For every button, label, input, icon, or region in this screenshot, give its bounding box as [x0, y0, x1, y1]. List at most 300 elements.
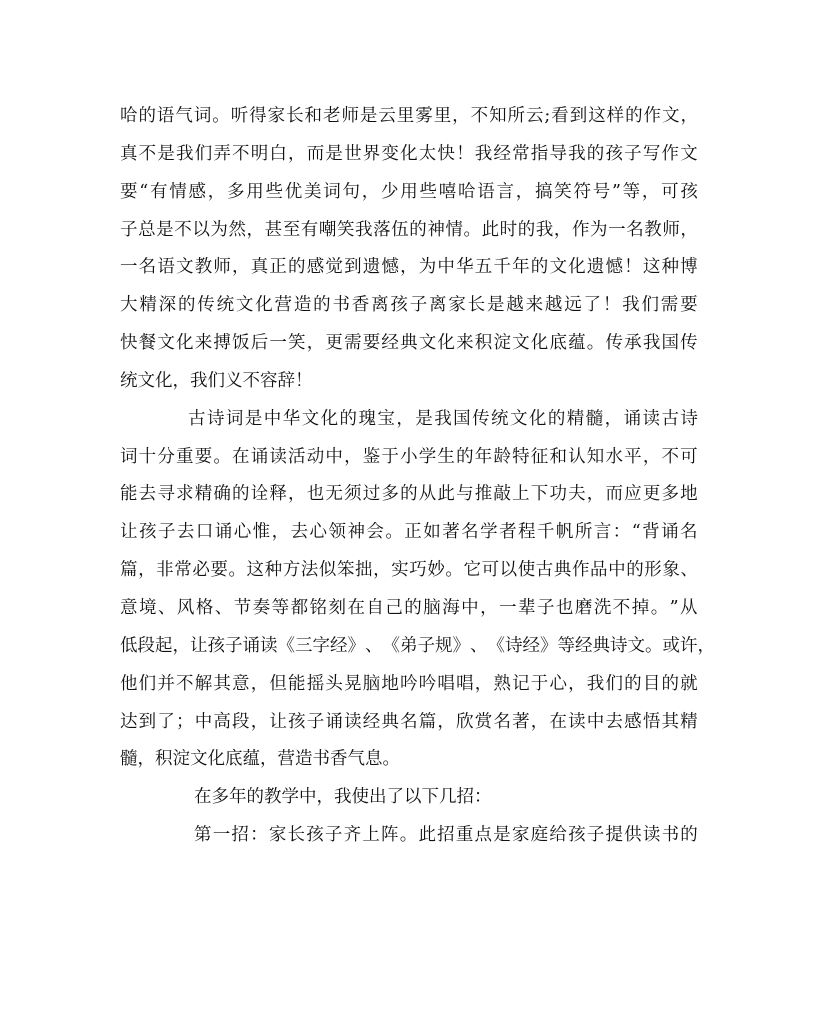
- text-char: 或: [662, 635, 680, 656]
- text-char: 要: [194, 446, 213, 467]
- text-char: 宝: [377, 408, 395, 429]
- text-char: 征: [530, 446, 549, 467]
- text-char: 哈: [120, 106, 138, 126]
- text-line: [120, 325, 698, 363]
- text-char: 孩: [605, 143, 623, 164]
- text-char: 所: [507, 106, 526, 126]
- text-char: 经: [493, 143, 511, 164]
- text-char: 读: [642, 825, 661, 846]
- text-char: 中: [263, 408, 282, 429]
- text-char: 传: [472, 408, 490, 429]
- text-char: 而: [605, 484, 623, 505]
- text-char: 这: [588, 106, 606, 126]
- text-char: 的: [456, 446, 474, 467]
- text-char: 感: [624, 711, 642, 732]
- text-char: 脑: [362, 673, 381, 694]
- text-char: ，: [396, 408, 414, 429]
- text-char: 。: [399, 825, 418, 846]
- text-char: 我: [355, 219, 373, 240]
- text-char: 师: [213, 257, 231, 278]
- text-char: 的: [177, 295, 196, 316]
- text-char: 有: [149, 181, 168, 202]
- text-char: 笑: [554, 181, 572, 202]
- text-char: 大: [120, 295, 138, 316]
- text-char: 赏: [474, 711, 493, 732]
- text-char: 不: [661, 446, 679, 467]
- text-char: 等: [557, 635, 575, 656]
- text-char: 以: [192, 219, 210, 240]
- text-char: 地: [381, 673, 399, 694]
- text-char: 神: [427, 219, 445, 240]
- text-char: 。: [382, 749, 400, 770]
- text-char: 教: [264, 787, 282, 808]
- text-char: 长: [286, 106, 304, 126]
- text-char: 意: [232, 673, 250, 694]
- text-char: 在: [549, 711, 567, 732]
- text-char: 刻: [328, 597, 346, 618]
- text-char: 目: [642, 673, 661, 694]
- text-char: 多: [226, 181, 245, 202]
- text-line: [120, 514, 698, 552]
- text-char: 地: [680, 484, 698, 505]
- text-char: 欣: [456, 711, 474, 732]
- text-char: 孩: [306, 825, 324, 846]
- text-char: 子: [324, 825, 343, 846]
- text-char: 而: [306, 143, 325, 164]
- text-char: 读: [642, 408, 660, 429]
- text-char: 我: [176, 143, 194, 164]
- text-char: 诗: [206, 408, 225, 429]
- text-char: 蕴: [568, 333, 586, 354]
- text-char: 些: [419, 181, 437, 202]
- text-char: 能: [288, 673, 306, 694]
- text-char: 家: [511, 825, 530, 846]
- text-char: 云: [525, 106, 544, 126]
- text-char: 笑: [288, 333, 306, 354]
- text-char: 遗: [362, 257, 381, 278]
- text-char: 方: [282, 560, 301, 581]
- text-char: 文: [549, 257, 567, 278]
- text-char: ，: [250, 711, 269, 732]
- text-char: 段: [232, 711, 250, 732]
- text-char: 高: [213, 711, 231, 732]
- text-char: 师: [662, 219, 680, 240]
- text-line-paragraph-start: [120, 779, 698, 817]
- text-char: 子: [586, 825, 605, 846]
- text-char: 从: [680, 597, 698, 618]
- text-char: 自: [366, 597, 384, 618]
- text-char: 磨: [574, 597, 593, 618]
- text-char: 嘻: [438, 181, 457, 202]
- text-char: 更: [642, 484, 661, 505]
- text-char: 奏: [252, 597, 271, 618]
- text-char: 统: [216, 295, 235, 316]
- text-char: 诵: [661, 522, 679, 543]
- text-char: 年: [229, 787, 247, 808]
- text-char: 不: [232, 143, 250, 164]
- text-char: 海: [442, 597, 460, 618]
- text-char: 子: [157, 522, 176, 543]
- text-char: 憾: [605, 257, 623, 278]
- text-char: 我: [190, 370, 208, 391]
- text-char: ，: [172, 370, 190, 391]
- text-char: ：: [250, 825, 268, 846]
- text-char: 让: [120, 522, 138, 543]
- text-char: 其: [213, 673, 231, 694]
- text-char: ，: [530, 711, 549, 732]
- text-char: 几: [439, 787, 457, 808]
- text-char: 唱: [437, 673, 455, 694]
- text-char: 名: [400, 711, 418, 732]
- text-char: 重: [176, 446, 194, 467]
- text-char: 头: [325, 673, 343, 694]
- text-char: 一: [120, 257, 138, 278]
- text-char: 求: [176, 484, 194, 505]
- text-char: 文: [627, 635, 645, 656]
- text-char: ”: [669, 597, 679, 618]
- text-char: 他: [120, 673, 138, 694]
- text-char: 容: [260, 370, 278, 391]
- text-char: 淀: [493, 333, 511, 354]
- text-char: 的: [586, 143, 605, 164]
- text-char: 篇: [120, 560, 138, 581]
- text-char: 里: [396, 106, 415, 126]
- text-char: 诵: [250, 446, 269, 467]
- text-char: 可: [661, 181, 679, 202]
- text-char: 此: [418, 825, 436, 846]
- text-char: 的: [517, 219, 536, 240]
- text-char: 学: [281, 787, 299, 808]
- text-char: 动: [306, 446, 325, 467]
- text-char: 搞: [534, 181, 553, 202]
- text-char: 都: [290, 597, 309, 618]
- text-char: 品: [590, 560, 608, 581]
- text-char: 三: [295, 635, 313, 656]
- text-char: 总: [138, 219, 156, 240]
- text-char: ;: [544, 106, 551, 126]
- text-char: 的: [232, 484, 250, 505]
- text-char: 瑰: [358, 408, 376, 429]
- text-char: 文: [662, 106, 680, 126]
- text-char: 下: [530, 484, 549, 505]
- text-char: 名: [626, 219, 644, 240]
- text-char: ，: [138, 560, 156, 581]
- text-char: 达: [120, 711, 138, 732]
- text-char: 文: [680, 143, 698, 164]
- text-char: 必: [192, 560, 210, 581]
- text-char: 中: [586, 711, 605, 732]
- text-char: ”: [611, 181, 621, 202]
- text-char: ，: [137, 749, 155, 770]
- text-char: 是: [359, 106, 378, 126]
- text-char: 摇: [306, 673, 325, 694]
- text-char: 辈: [518, 597, 536, 618]
- text-char: 不: [242, 370, 260, 391]
- text-char: 拙: [355, 560, 373, 581]
- text-char: 领: [328, 522, 346, 543]
- text-line: [120, 136, 698, 174]
- text-char: 哈: [457, 181, 476, 202]
- text-char: 得: [249, 106, 267, 126]
- text-char: 可: [481, 560, 500, 581]
- text-char: 敲: [493, 484, 511, 505]
- text-char: 己: [385, 597, 403, 618]
- text-char: 化: [400, 143, 418, 164]
- text-char: 世: [344, 143, 362, 164]
- text-char: 甚: [264, 219, 283, 240]
- text-char: 子: [409, 295, 428, 316]
- text-char: 文: [190, 749, 208, 770]
- text-char: ！: [295, 370, 313, 391]
- text-char: 造: [293, 295, 312, 316]
- text-char: 餐: [138, 333, 157, 354]
- text-char: 给: [549, 825, 567, 846]
- text-char: 、: [365, 635, 383, 656]
- text-char: ，: [246, 219, 265, 240]
- text-char: 去: [176, 522, 195, 543]
- text-char: 长: [287, 825, 306, 846]
- text-char: 我: [434, 408, 452, 429]
- text-char: 的: [138, 106, 156, 126]
- text-char: 重: [455, 825, 474, 846]
- text-char: 要: [210, 560, 228, 581]
- text-char: 语: [156, 106, 175, 126]
- text-char: 了: [583, 295, 601, 316]
- text-char: 更: [325, 333, 343, 354]
- text-char: 们: [641, 295, 659, 316]
- text-char: 真: [120, 143, 138, 164]
- text-char: 象: [662, 560, 680, 581]
- text-char: 化: [437, 333, 455, 354]
- text-char: 脑: [423, 597, 441, 618]
- text-char: 者: [499, 522, 517, 543]
- text-char: 符: [573, 181, 591, 202]
- text-char: 的: [624, 673, 642, 694]
- text-char: 的: [404, 597, 422, 618]
- text-char: 能: [120, 484, 138, 505]
- text-char: 化: [530, 333, 549, 354]
- text-char: 著: [512, 711, 530, 732]
- text-char: ，: [271, 522, 290, 543]
- text-char: 香: [330, 749, 348, 770]
- text-line: [120, 628, 715, 666]
- text-char: 然: [228, 219, 246, 240]
- text-char: 我: [535, 219, 554, 240]
- text-char: 少: [380, 181, 399, 202]
- text-char: 优: [284, 181, 303, 202]
- text-char: 活: [288, 446, 306, 467]
- text-char: 去: [290, 522, 309, 543]
- text-char: 营: [274, 295, 292, 316]
- text-char: 承: [624, 333, 642, 354]
- text-char: 长: [467, 295, 486, 316]
- text-char: 诗: [505, 635, 523, 656]
- text-char: 的: [625, 106, 643, 126]
- text-line: [120, 174, 698, 212]
- text-char: 用: [400, 181, 418, 202]
- text-char: 诠: [250, 484, 269, 505]
- text-char: 为: [210, 219, 228, 240]
- text-char: 文: [157, 333, 175, 354]
- text-char: 起: [155, 635, 173, 656]
- text-char: 搏: [213, 333, 231, 354]
- text-char: 化: [255, 295, 273, 316]
- text-char: 华: [456, 257, 474, 278]
- text-char: 。: [228, 560, 246, 581]
- text-char: 笑: [336, 219, 355, 240]
- text-char: 是: [157, 143, 175, 164]
- text-char: 越: [544, 295, 563, 316]
- text-char: 名: [680, 522, 698, 543]
- text-char: 的: [400, 484, 418, 505]
- text-char: 是: [415, 408, 433, 429]
- text-char: 是: [244, 408, 263, 429]
- text-char: 招: [456, 787, 474, 808]
- text-char: 笨: [336, 560, 355, 581]
- text-char: 作: [571, 560, 590, 581]
- text-char: 弟: [400, 635, 418, 656]
- text-char: 中: [194, 711, 213, 732]
- text-char: 感: [306, 257, 325, 278]
- text-char: 精: [194, 484, 213, 505]
- text-char: 作: [661, 143, 679, 164]
- text-char: 快: [120, 333, 138, 354]
- text-char: 形: [644, 560, 662, 581]
- text-char: 龄: [493, 446, 511, 467]
- text-char: ，: [604, 408, 623, 429]
- text-char: 情: [445, 219, 463, 240]
- text-char: 点: [474, 825, 493, 846]
- text-char: 落: [373, 219, 391, 240]
- text-char: 这: [642, 257, 661, 278]
- text-char: 化: [155, 370, 173, 391]
- text-char: 文: [176, 257, 194, 278]
- text-char: 来: [456, 333, 474, 354]
- text-char: 统: [120, 370, 138, 391]
- text-char: ，: [400, 257, 418, 278]
- text-char: 中: [461, 597, 479, 618]
- text-char: 子: [624, 143, 642, 164]
- text-char: 写: [642, 143, 661, 164]
- text-char: 名: [461, 522, 479, 543]
- text-char: 文: [512, 333, 530, 354]
- text-char: 从: [418, 484, 437, 505]
- text-char: 在: [194, 787, 212, 808]
- text-char: 义: [225, 370, 243, 391]
- text-char: 。: [645, 635, 663, 656]
- text-char: 典: [381, 711, 399, 732]
- text-char: 节: [233, 597, 252, 618]
- text-char: 名: [138, 257, 157, 278]
- text-char: 》: [452, 635, 470, 656]
- text-char: 帆: [555, 522, 574, 543]
- text-char: 过: [362, 484, 381, 505]
- text-char: 气: [175, 106, 193, 126]
- text-char: 须: [344, 484, 362, 505]
- text-char: 髓: [120, 749, 138, 770]
- text-char: 太: [418, 143, 437, 164]
- text-char: 认: [568, 446, 586, 467]
- text-char: 其: [661, 711, 679, 732]
- text-char: ，: [288, 484, 306, 505]
- text-char: 》: [347, 635, 365, 656]
- text-char: 吟: [400, 673, 418, 694]
- text-char: 程: [518, 522, 536, 543]
- text-char: 蕴: [242, 749, 260, 770]
- text-char: 憾: [381, 257, 399, 278]
- text-char: ！: [624, 257, 642, 278]
- text-char: 精: [680, 711, 698, 732]
- text-char: 释: [269, 484, 287, 505]
- text-char: 诵: [242, 635, 260, 656]
- text-char: 背: [642, 522, 660, 543]
- text-char: 的: [313, 295, 331, 316]
- text-char: 确: [213, 484, 231, 505]
- text-char: 时: [499, 219, 518, 240]
- text-char: ，: [553, 219, 572, 240]
- text-char: 可: [680, 446, 698, 467]
- text-char: 意: [120, 597, 138, 618]
- text-char: 似: [318, 560, 337, 581]
- text-char: 、: [470, 635, 488, 656]
- text-char: 营: [277, 749, 295, 770]
- text-char: 传: [605, 333, 623, 354]
- text-char: 实: [391, 560, 409, 581]
- text-char: 以: [404, 787, 422, 808]
- text-char: ，: [232, 257, 250, 278]
- text-char: ，: [172, 635, 190, 656]
- text-char: 千: [536, 522, 555, 543]
- text-char: 导: [549, 143, 567, 164]
- text-char: 是: [156, 219, 174, 240]
- text-char: 听: [230, 106, 249, 126]
- text-char: 的: [246, 787, 264, 808]
- text-char: 功: [549, 484, 567, 505]
- text-char: 文: [509, 408, 528, 429]
- text-char: 心: [549, 673, 567, 694]
- text-char: 是: [486, 295, 505, 316]
- text-char: 就: [680, 673, 698, 694]
- text-char: 诗: [610, 635, 628, 656]
- text-line: [120, 98, 698, 136]
- text-char: 经: [575, 635, 593, 656]
- text-char: 诵: [623, 408, 642, 429]
- text-char: ，: [641, 181, 660, 202]
- text-line: [120, 287, 698, 325]
- text-char: 文: [235, 295, 254, 316]
- text-char: 风: [176, 597, 195, 618]
- text-char: 的: [288, 257, 306, 278]
- text-char: 使: [351, 787, 369, 808]
- text-char: 以: [499, 560, 518, 581]
- text-char: ，: [680, 106, 698, 126]
- text-char: 家: [268, 825, 287, 846]
- text-char: 离: [429, 295, 447, 316]
- text-char: ！: [602, 295, 621, 316]
- text-line-paragraph-end: [120, 741, 698, 779]
- text-char: 的: [661, 673, 679, 694]
- text-char: ，: [344, 446, 362, 467]
- text-char: 用: [246, 181, 264, 202]
- text-char: 五: [474, 257, 493, 278]
- text-char: 千: [493, 257, 511, 278]
- text-char: ：: [612, 522, 631, 543]
- text-char: 们: [194, 143, 213, 164]
- text-char: 学: [480, 522, 498, 543]
- text-char: 、: [157, 597, 176, 618]
- text-char: ，: [452, 106, 470, 126]
- text-char: 口: [195, 522, 214, 543]
